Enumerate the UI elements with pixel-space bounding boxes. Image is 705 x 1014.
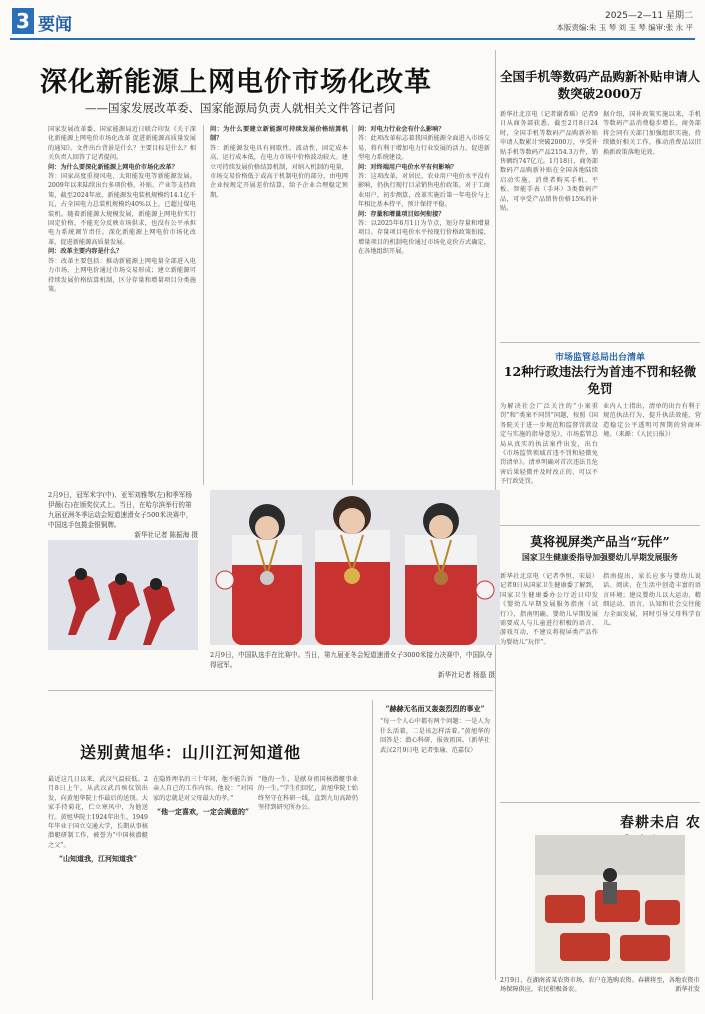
main-q1: 问：为什么要深化新能源上网电价市场化改革？ [48,163,178,171]
right-mid-col-2 [603,402,701,520]
section-divider [500,525,700,526]
main-q5: 问：对终端用户电价水平有何影响？ [358,163,457,171]
bottom-col-1 [48,775,148,1000]
right-top-col-1 [500,110,598,335]
medalists-photo [210,490,500,645]
section-divider [500,802,700,803]
bottom-body-1: 最近这几日以来，武汉气温较低。2月8日上午，从武汉武昌殡仪馆出发，向黄旭华院士作最后的送别。大家手持菊花，伫立寒风中，为他送行。黄旭华院士1924年出生，1949年毕业于国立交通大学，长期从事核潜艇研制工作，被誉为“中国核潜艇之父”。 [48,776,148,849]
main-q4: 问：对电力行业会有什么影响？ [358,126,445,133]
issue-date: 2025—2—11 星期二 [605,11,693,21]
main-body-5: 答：这项改革，对居民、农业用户电价水平没有影响，仍执行现行目录销售电价政策。对于工商业用户，初步测算，改革实施后第一年电价与上年相比基本持平，预计保持平稳。 [358,173,490,209]
main-body-1: 答：国家高度重视风电、太阳能发电等新能源发展。2009年以来陆续出台多项价格、补贴、产业等支持政策，截至2024年底，新能源发电装机规模约14.1亿千瓦，占全国电力总装机规模约40%以上，已超过煤电装机。随着新能源大规模发展，新能源上网电价实行固定价格、不能充分反映市场供求，也没有公平承担电力系统调节责任。深化新能源上网电价市场化改革，促进新能源高质量发展。 [48,173,196,246]
right-mid-body: 为解决社会广泛关注的“小案重罚”和“类案不同罚”问题，按照《国务院关于进一步规范和监督罚款设定与实施的指导意见》，市场监管总局从真实的执法案件出发，出台《市场监管领域首违不罚和轻微免罚清单》。清单明确对首次违法且危害后果轻微并及时改正的，可以不予行政处罚。 [500,403,598,486]
medalists-caption-text: 2月9日，冠军米宇(中)、亚军刘雅琴(左)和季军杨伊薇(右)在颁奖仪式上。当日，在哈尔滨举行的第九届亚洲冬季运动会短道速滑女子500米决赛中，中国选手包揽金银铜牌。 [48,491,193,529]
main-article-col-3 [358,125,490,485]
column-divider [352,125,353,485]
right-mid-headline: 12种行政违法行为首违不罚和轻微免罚 [503,364,697,396]
main-subheadline: ——国家发展改革委、国家能源局负责人就相关文件答记者问 [85,101,396,115]
main-headline: 深化新能源上网电价市场化改革 [40,67,432,98]
right-bottom-col-2 [603,572,701,797]
main-q6: 问：存量和增量项目如何衔接？ [358,210,445,218]
bottom-body-2: 在隐姓埋名的三十年间，他不能告诉亲人自己的工作内容。他说：“对国家的忠就是对父母最大的孝。” [153,776,253,802]
right-top-body-2: 据介绍，国补政策实施以来，手机等数码产品消费稳步增长，商务部将会同有关部门加强组织实施，持续做好相关工作，推动消费品以旧换新政策落地见效。 [603,111,701,156]
farming-illustration [535,835,685,973]
bottom-col-2 [153,775,253,1000]
right-top-headline: 全国手机等数码产品购新补贴申请人数突破2000万 [500,69,701,101]
skaters-photo [48,540,198,650]
section-name: 要闻 [38,15,72,35]
farming-photo [535,835,685,973]
medalists-credit: 新华社记者 陈振海 摄 [134,531,198,539]
right-top-body: 新华社北京电（记者谢希瑶）记者9日从商务部获悉，截至2月8日24时，全国手机等数码产品购新补贴申请人数累计突破2000万，享受补贴手机等数码产品2154.3万件，销售额约747亿元。1月18日，商务部数码产品购新补贴在全国各地陆续启动实施，消费者购买手机、平板、智能手表（手环）3类数码产品，可享受产品销售价格15%的补贴。 [500,111,598,213]
medalists-caption [48,490,198,540]
farming-caption-text: 2月9日，在湖南省某农资市场，农户在选购农资。春耕将至，各地农资市场保障供应，农民积极备农。 [500,977,700,993]
main-q3: 问：为什么要建立新能源可持续发展价格结算机制？ [210,126,348,143]
right-bottom-headline: 莫将视屏类产品当“玩伴” [530,534,670,549]
right-mid-kicker: 市场监管总局出台清单 [554,353,645,363]
main-body-2: 答：改革主要包括：推动新能源上网电量全部进入电力市场、上网电价通过市场交易形成；建立新能源可持续发展价格结算机制，区分存量和增量项目分类施策。 [48,257,196,293]
right-bottom-subheadline: 国家卫生健康委指导加强婴幼儿早期发展服务 [522,553,678,562]
main-q2: 问：改革主要内容是什么？ [48,248,123,256]
right-bottom-body-2: 指南提出，家长应多与婴幼儿说话、阅读，在生活中创造丰富的语言环境；建议婴幼儿以大运动、精细运动、语言、认知和社会交往能力全面发展，同时引导父母科学育儿。 [603,573,701,628]
right-bottom-body: 新华社北京电（记者李恒、宋晨）记者9日从国家卫生健康委了解到，国家卫生健康委办公厅近日印发《婴幼儿早期发展服务指南（试行）》，指南明确，婴幼儿早期发展需要成人与儿童进行积极的语言、游戏互动，不建议将视屏类产品作为婴幼儿“玩伴”。 [500,573,598,646]
column-divider [372,700,373,1000]
main-article-col-2 [210,125,348,355]
skaters-illustration [48,540,198,650]
farming-headline: 春耕未启 农 [620,815,701,831]
main-body-6: 答：以2025年6月1日为节点，划分存量和增量项目。存量项目电价水平按现行价格政策衔接，增量项目的机制电价通过市场化竞价方式确定，在各地组织开展。 [358,220,490,256]
bottom-subhead-2: “他一定喜欢，一定会满意的” [156,807,250,817]
main-body-4: 答：此项改革标志着我国新能源全面进入市场交易，将有利于增加电力行业发展的活力，促进新型电力系统建设。 [358,135,490,162]
page-number: 3 [12,8,34,34]
skaters-credit: 新华社记者 杨磊 摄 [438,671,495,679]
bottom-body-4: “每一个人心中都有两个问题：一是人为什么活着，二是该怎样活着。”黄旭华的回答是：潜心科研、报效祖国。（新华社武汉2月9日电 记者张瑜、范嘉仪） [380,718,490,754]
skaters-caption [210,650,495,680]
right-top-col-2 [603,110,701,335]
farming-caption [500,976,700,994]
section-divider [500,342,700,343]
bottom-col-4 [380,700,490,1000]
bottom-col-3 [258,775,358,1000]
main-body-3: 答：新能源发电具有间歇性、波动性，固定成本高、运行成本低，在电力市场中价格波动较大。建立可持续发展价格结算机制，对纳入机制的电量，市场交易价格低于或高于机制电价的部分，由电网企业按规定开展差价结算，给予企业合理稳定预期。 [210,144,348,199]
editors-line: 本版责编:朱 玉 琴 刘 玉 琴 编审:张 永 平 [556,23,693,32]
farming-credit: 新华社发 [675,986,700,993]
main-article-col-1 [48,125,196,395]
right-mid-body-2: 业内人士指出，清单的出台有利于规范执法行为，提升执法效能，营造稳定公平透明可预期的营商环境。（来源：《人民日报》） [603,403,701,439]
column-divider [203,125,204,485]
bottom-body-3: “他的一生，是献身祖国核潜艇事业的一生。”学生们回忆，黄旭华院士始终坚守在科研一线，直到九旬高龄仍坚持到研究所办公。 [258,776,358,812]
bottom-headline: 送别黄旭华：山川江河知道他 [80,743,302,762]
right-mid-col-1 [500,402,598,520]
bottom-subhead-3: “赫赫无名而又轰轰烈烈的事业” [385,704,485,713]
medalists-illustration [210,490,500,645]
section-divider [48,690,493,691]
header-rule [10,38,695,40]
bottom-subhead-1: “山知道我，江河知道我” [58,854,138,864]
skaters-caption-text: 2月9日，中国队选手在比赛中。当日，第九届亚冬会短道速滑女子3000米接力决赛中，中国队夺得冠军。 [210,651,493,669]
main-lead: 国家发展改革委、国家能源局近日联合印发《关于深化新能源上网电价市场化改革 促进新能源高质量发展的通知》。文件出台背景是什么？主要目标是什么？相关负责人回答了记者提问。 [48,126,196,162]
right-bottom-col-1 [500,572,598,797]
